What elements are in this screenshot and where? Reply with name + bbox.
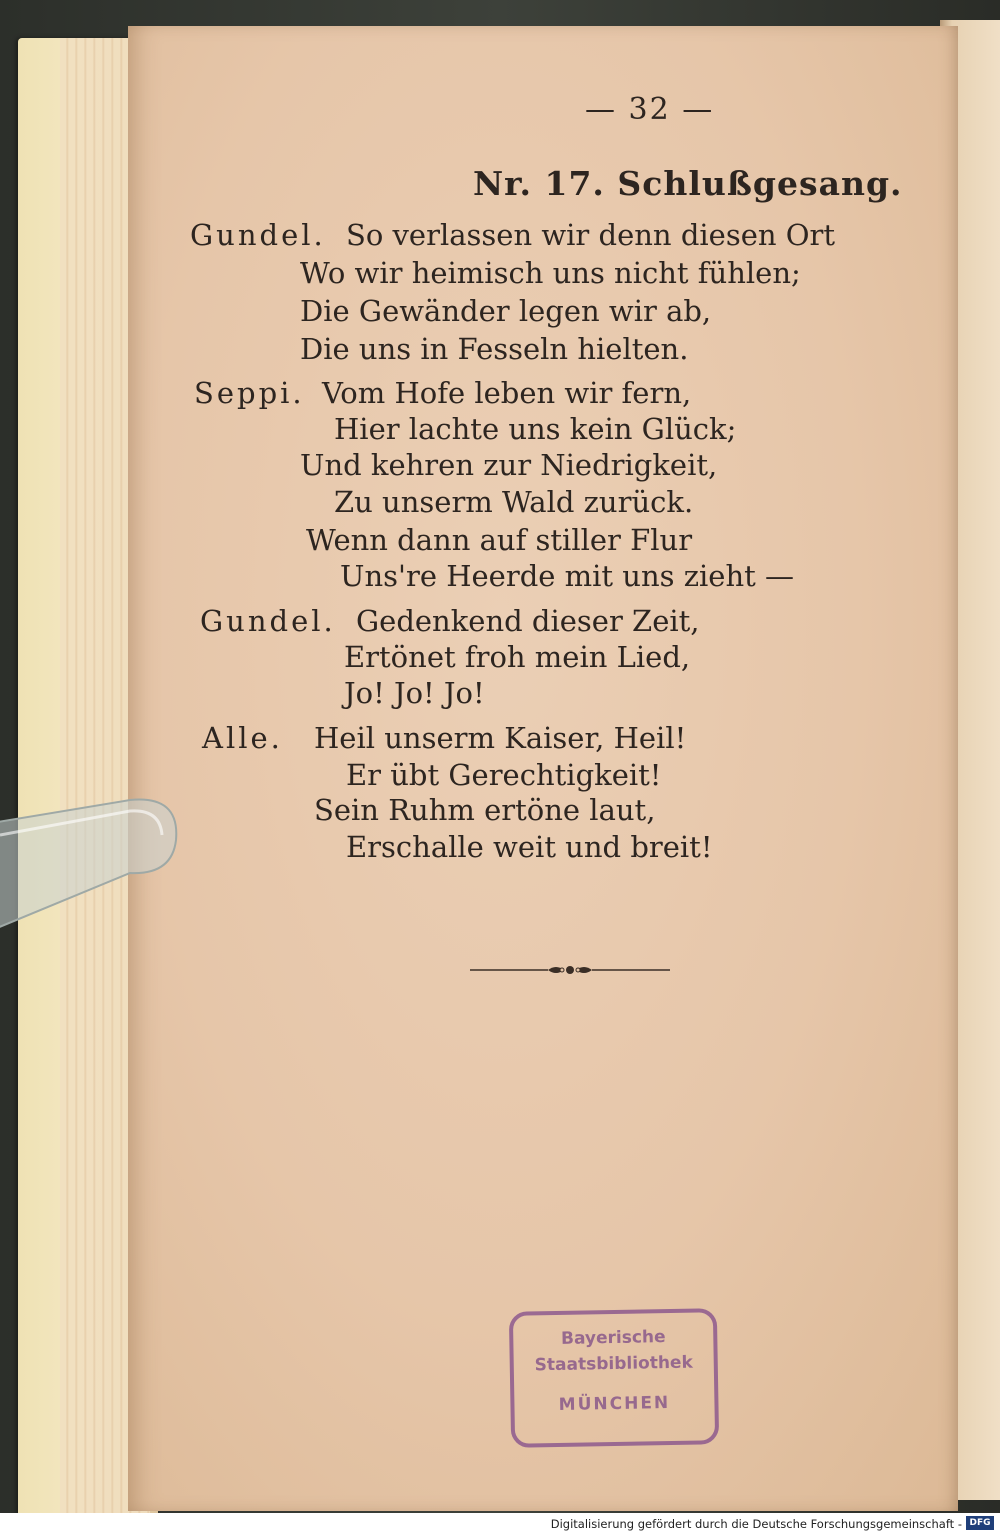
funding-credit: Digitalisierung gefördert durch die Deutsche Forschungsgemeinschaft - [550, 1517, 962, 1531]
verse-line: So verlassen wir denn diesen Ort [346, 218, 836, 252]
verse-line: Die Gewänder legen wir ab, [300, 294, 712, 328]
speaker-gundel: Gundel. [190, 218, 326, 252]
dfg-logo: DFG [966, 1516, 994, 1530]
verse-line: Die uns in Fesseln hielten. [300, 332, 689, 366]
footer-bar [0, 1513, 1000, 1535]
speaker-alle: Alle. [202, 721, 283, 755]
verse-line: Hier lachte uns kein Glück; [334, 412, 737, 446]
verse-line: Ertönet froh mein Lied, [344, 640, 691, 674]
stamp-line: Staatsbibliothek [534, 1352, 693, 1376]
verse-line: Sein Ruhm ertöne laut, [314, 793, 656, 827]
verse-line: Jo! Jo! Jo! [344, 676, 485, 710]
speaker-seppi: Seppi. [194, 376, 305, 410]
verse-line: Heil unserm Kaiser, Heil! [314, 721, 687, 755]
verse-line: Wenn dann auf stiller Flur [306, 523, 693, 557]
verse-line: Vom Hofe leben wir fern, [322, 376, 692, 410]
stamp-line: MÜNCHEN [558, 1393, 671, 1415]
song-title: Nr. 17. Schlußgesang. [473, 164, 903, 203]
verse-line: Uns're Heerde mit uns zieht — [340, 559, 795, 593]
library-stamp [509, 1308, 719, 1448]
speaker-gundel: Gundel. [200, 604, 336, 638]
verse-line: Gedenkend dieser Zeit, [356, 604, 700, 638]
verse-line: Er übt Gerechtigkeit! [346, 758, 662, 792]
verse-line: Und kehren zur Niedrigkeit, [300, 448, 718, 482]
verse-line: Erschalle weit und breit! [346, 830, 713, 864]
book-page [128, 26, 958, 1511]
page-number: — 32 — [585, 92, 715, 127]
verse-line: Zu unserm Wald zurück. [334, 485, 694, 519]
stamp-line: Bayerische [560, 1327, 666, 1349]
ornament-divider [470, 960, 670, 980]
page-holder-clip [0, 795, 185, 945]
verse-line: Wo wir heimisch uns nicht fühlen; [300, 256, 801, 290]
